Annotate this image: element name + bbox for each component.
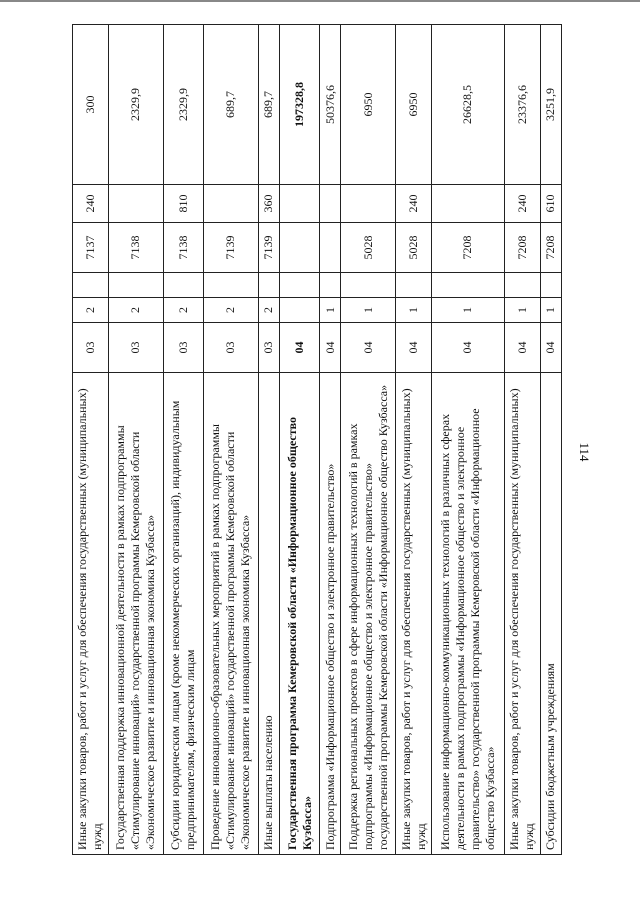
section-code-cell: 04 xyxy=(341,323,396,373)
table-row xyxy=(163,25,203,855)
program-code-cell: 7208 xyxy=(432,223,505,273)
empty-code-cell xyxy=(279,273,319,298)
expense-type-code-cell xyxy=(203,185,258,223)
program-code-cell xyxy=(320,223,341,273)
subsection-code-cell: 2 xyxy=(73,298,109,323)
name-cell: Иные закупки товаров, работ и услуг для обеспечения государственных (муниципальных) нужд xyxy=(396,373,432,855)
program-code-cell: 7208 xyxy=(504,223,540,273)
amount-cell: 197328,8 xyxy=(279,25,319,185)
name-cell: Субсидии бюджетным учреждениям xyxy=(540,373,561,855)
section-code-cell: 03 xyxy=(73,323,109,373)
empty-code-cell xyxy=(540,273,561,298)
name-cell: Субсидии юридическим лицам (кроме некоммерческих организаций), индивидуальным предпринимателям, физическим лицам xyxy=(163,373,203,855)
table-row xyxy=(341,25,396,855)
page-number: 114 xyxy=(577,442,592,462)
empty-code-cell xyxy=(504,273,540,298)
subsection-code-cell: 2 xyxy=(163,298,203,323)
expense-type-code-cell: 240 xyxy=(396,185,432,223)
program-code-cell xyxy=(279,223,319,273)
amount-cell: 23376,6 xyxy=(504,25,540,185)
section-code-cell: 04 xyxy=(432,323,505,373)
section-code-cell: 04 xyxy=(279,323,319,373)
amount-cell: 689,7 xyxy=(258,25,279,185)
amount-cell: 6950 xyxy=(341,25,396,185)
program-code-cell: 5028 xyxy=(341,223,396,273)
program-code-cell: 5028 xyxy=(396,223,432,273)
empty-code-cell xyxy=(320,273,341,298)
empty-code-cell xyxy=(396,273,432,298)
program-code-cell: 7208 xyxy=(540,223,561,273)
empty-code-cell xyxy=(432,273,505,298)
expense-type-code-cell xyxy=(432,185,505,223)
name-cell: Поддержка региональных проектов в сфере информационных технологий в рамках подпрограммы «Информационное общество и электронное правительство» государственной программы Кемеровской области «Информационное общество Кузбасса» xyxy=(341,373,396,855)
empty-code-cell xyxy=(73,273,109,298)
section-code-cell: 04 xyxy=(540,323,561,373)
table-row xyxy=(504,25,540,855)
amount-cell: 2329,9 xyxy=(163,25,203,185)
expense-type-code-cell: 240 xyxy=(504,185,540,223)
section-code-cell: 03 xyxy=(203,323,258,373)
empty-code-cell xyxy=(108,273,163,298)
name-cell: Государственная поддержка инновационной деятельности в рамках подпрограммы «Стимулирование инноваций» государственной программы Кемеровской области «Экономическое развитие и инновационная экономика Кузбасса» xyxy=(108,373,163,855)
expense-type-code-cell xyxy=(279,185,319,223)
empty-code-cell xyxy=(203,273,258,298)
amount-cell: 689,7 xyxy=(203,25,258,185)
table-row xyxy=(540,25,561,855)
section-code-cell: 03 xyxy=(258,323,279,373)
subsection-code-cell: 1 xyxy=(341,298,396,323)
section-code-cell: 03 xyxy=(108,323,163,373)
budget-table xyxy=(72,24,562,855)
amount-cell: 26628,5 xyxy=(432,25,505,185)
expense-type-code-cell: 610 xyxy=(540,185,561,223)
table-row xyxy=(73,25,109,855)
scan-edge xyxy=(0,0,640,2)
name-cell: Проведение инновационно-образовательных мероприятий в рамках подпрограммы «Стимулирование инноваций» государственной программы Кемеровской области «Экономическое развитие и инновационная экономика Кузбасса» xyxy=(203,373,258,855)
section-code-cell: 03 xyxy=(163,323,203,373)
table-row xyxy=(432,25,505,855)
expense-type-code-cell xyxy=(320,185,341,223)
subsection-code-cell: 1 xyxy=(432,298,505,323)
empty-code-cell xyxy=(258,273,279,298)
program-code-cell: 7138 xyxy=(108,223,163,273)
subsection-code-cell: 2 xyxy=(108,298,163,323)
amount-cell: 3251,9 xyxy=(540,25,561,185)
program-code-cell: 7137 xyxy=(73,223,109,273)
name-cell: Иные выплаты населению xyxy=(258,373,279,855)
program-code-cell: 7138 xyxy=(163,223,203,273)
table-row xyxy=(320,25,341,855)
amount-cell: 50376,6 xyxy=(320,25,341,185)
expense-type-code-cell: 240 xyxy=(73,185,109,223)
empty-code-cell xyxy=(341,273,396,298)
name-cell: Иные закупки товаров, работ и услуг для обеспечения государственных (муниципальных) нужд xyxy=(73,373,109,855)
subsection-code-cell: 2 xyxy=(203,298,258,323)
amount-cell: 300 xyxy=(73,25,109,185)
amount-cell: 6950 xyxy=(396,25,432,185)
name-cell: Иные закупки товаров, работ и услуг для обеспечения государственных (муниципальных) нужд xyxy=(504,373,540,855)
subsection-code-cell: 1 xyxy=(504,298,540,323)
subsection-code-cell: 2 xyxy=(258,298,279,323)
section-code-cell: 04 xyxy=(396,323,432,373)
section-code-cell: 04 xyxy=(320,323,341,373)
subsection-code-cell: 1 xyxy=(396,298,432,323)
amount-cell: 2329,9 xyxy=(108,25,163,185)
name-cell: Подпрограмма «Информационное общество и электронное правительство» xyxy=(320,373,341,855)
expense-type-code-cell: 360 xyxy=(258,185,279,223)
program-code-cell: 7139 xyxy=(258,223,279,273)
subsection-code-cell: 1 xyxy=(320,298,341,323)
table-row xyxy=(279,25,319,855)
expense-type-code-cell xyxy=(341,185,396,223)
subsection-code-cell: 1 xyxy=(540,298,561,323)
name-cell: Государственная программа Кемеровской области «Информационное общество Кузбасса» xyxy=(279,373,319,855)
subsection-code-cell xyxy=(279,298,319,323)
table-row xyxy=(108,25,163,855)
expense-type-code-cell: 810 xyxy=(163,185,203,223)
rotated-budget-table-container xyxy=(72,25,562,855)
table-row xyxy=(396,25,432,855)
name-cell: Использование информационно-коммуникационных технологий в различных сферах деятельности в рамках подпрограммы «Информационное общество и электронное правительство» государственной программы Кемеровской области «Информационное общество Кузбасса» xyxy=(432,373,505,855)
section-code-cell: 04 xyxy=(504,323,540,373)
table-row xyxy=(258,25,279,855)
empty-code-cell xyxy=(163,273,203,298)
program-code-cell: 7139 xyxy=(203,223,258,273)
expense-type-code-cell xyxy=(108,185,163,223)
table-row xyxy=(203,25,258,855)
